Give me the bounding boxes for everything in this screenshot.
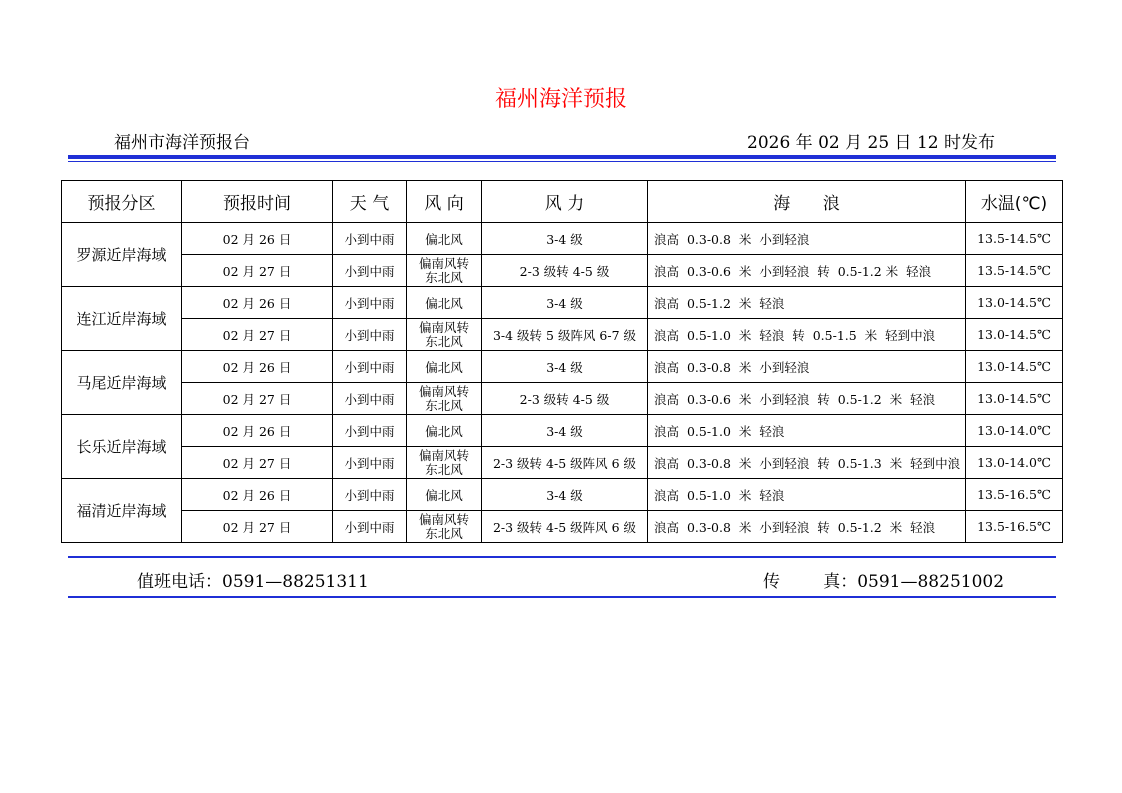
wave-cell: 浪高 0.3-0.6 米 小到轻浪 转 0.5-1.2 米 轻浪 bbox=[648, 255, 966, 287]
col-header-water-temp: 水温(℃) bbox=[966, 181, 1063, 223]
wind-direction-line: 偏北风 bbox=[425, 359, 463, 375]
water-temp-cell: 13.5-14.5℃ bbox=[966, 223, 1063, 255]
wave-cell: 浪高 0.3-0.8 米 小到轻浪 转 0.5-1.2 米 轻浪 bbox=[648, 511, 966, 543]
wind-direction-cell bbox=[407, 287, 482, 319]
region-name: 罗源近岸海域 bbox=[62, 223, 182, 287]
table-row bbox=[62, 479, 1063, 511]
weather-cell: 小到中雨 bbox=[333, 255, 407, 287]
weather-cell: 小到中雨 bbox=[333, 383, 407, 415]
wind-direction-line: 偏南风转 bbox=[418, 511, 469, 527]
water-temp-cell: 13.0-14.0℃ bbox=[966, 447, 1063, 479]
wind-direction-line: 偏南风转 bbox=[418, 447, 469, 463]
water-temp-cell: 13.5-14.5℃ bbox=[966, 255, 1063, 287]
col-header-weather: 天 气 bbox=[333, 181, 407, 223]
wind-force-cell: 2-3 级转 4-5 级 bbox=[482, 383, 648, 415]
table-row bbox=[62, 351, 1063, 383]
forecast-date: 02 月 26 日 bbox=[182, 223, 333, 255]
duty-phone: 值班电话：0591—88251311 bbox=[137, 572, 369, 592]
table-row bbox=[62, 287, 1063, 319]
wind-direction-line: 东北风 bbox=[425, 333, 463, 349]
wave-cell: 浪高 0.3-0.8 米 小到轻浪 bbox=[648, 223, 966, 255]
table-row bbox=[62, 255, 1063, 287]
header-rule-thick bbox=[68, 155, 1056, 159]
header-rule-thin bbox=[68, 161, 1056, 162]
table-row bbox=[62, 223, 1063, 255]
table-header-row bbox=[62, 181, 1063, 223]
wind-direction-line: 偏南风转 bbox=[418, 383, 469, 399]
wave-cell: 浪高 0.5-1.0 米 轻浪 转 0.5-1.5 米 轻到中浪 bbox=[648, 319, 966, 351]
table-row bbox=[62, 319, 1063, 351]
wind-force-cell: 3-4 级 bbox=[482, 351, 648, 383]
water-temp-cell: 13.0-14.5℃ bbox=[966, 383, 1063, 415]
weather-cell: 小到中雨 bbox=[333, 287, 407, 319]
table-row bbox=[62, 383, 1063, 415]
footer-rule-top bbox=[68, 556, 1056, 558]
wind-force-cell: 2-3 级转 4-5 级 bbox=[482, 255, 648, 287]
water-temp-cell: 13.0-14.0℃ bbox=[966, 415, 1063, 447]
col-header-region: 预报分区 bbox=[62, 181, 182, 223]
fax-number: 传 真：0591—88251002 bbox=[763, 572, 1005, 592]
col-header-wind-direction: 风 向 bbox=[407, 181, 482, 223]
table-row bbox=[62, 415, 1063, 447]
col-header-wind-force: 风 力 bbox=[482, 181, 648, 223]
weather-cell: 小到中雨 bbox=[333, 447, 407, 479]
wave-cell: 浪高 0.5-1.0 米 轻浪 bbox=[648, 415, 966, 447]
water-temp-cell: 13.0-14.5℃ bbox=[966, 319, 1063, 351]
wind-direction-cell bbox=[407, 479, 482, 511]
table-row bbox=[62, 447, 1063, 479]
wind-direction-line: 偏南风转 bbox=[418, 319, 469, 335]
region-name: 长乐近岸海域 bbox=[62, 415, 182, 479]
forecast-date: 02 月 27 日 bbox=[182, 447, 333, 479]
forecast-table-body bbox=[62, 223, 1063, 543]
forecast-table bbox=[61, 180, 1063, 543]
forecast-date: 02 月 27 日 bbox=[182, 383, 333, 415]
wave-cell: 浪高 0.5-1.2 米 轻浪 bbox=[648, 287, 966, 319]
footer-rule-bottom bbox=[68, 596, 1056, 598]
wind-direction-cell bbox=[407, 383, 482, 415]
wind-direction-cell bbox=[407, 255, 482, 287]
issue-time: 2026 年 02 月 25 日 12 时发布 bbox=[747, 133, 995, 153]
weather-cell: 小到中雨 bbox=[333, 319, 407, 351]
wind-force-cell: 2-3 级转 4-5 级阵风 6 级 bbox=[482, 447, 648, 479]
table-row bbox=[62, 511, 1063, 543]
region-name: 连江近岸海域 bbox=[62, 287, 182, 351]
wind-force-cell: 3-4 级 bbox=[482, 479, 648, 511]
wind-direction-line: 偏北风 bbox=[425, 231, 463, 247]
wind-force-cell: 3-4 级 bbox=[482, 415, 648, 447]
wave-cell: 浪高 0.3-0.6 米 小到轻浪 转 0.5-1.2 米 轻浪 bbox=[648, 383, 966, 415]
wind-direction-line: 偏南风转 bbox=[418, 255, 469, 271]
wind-force-cell: 3-4 级转 5 级阵风 6-7 级 bbox=[482, 319, 648, 351]
forecast-date: 02 月 27 日 bbox=[182, 255, 333, 287]
weather-cell: 小到中雨 bbox=[333, 351, 407, 383]
wind-direction-line: 偏北风 bbox=[425, 295, 463, 311]
wind-direction-line: 偏北风 bbox=[425, 487, 463, 503]
water-temp-cell: 13.5-16.5℃ bbox=[966, 511, 1063, 543]
weather-cell: 小到中雨 bbox=[333, 511, 407, 543]
region-name: 福清近岸海域 bbox=[62, 479, 182, 543]
wind-direction-line: 东北风 bbox=[425, 461, 463, 477]
weather-cell: 小到中雨 bbox=[333, 479, 407, 511]
region-name: 马尾近岸海域 bbox=[62, 351, 182, 415]
water-temp-cell: 13.5-16.5℃ bbox=[966, 479, 1063, 511]
col-header-waves: 海 浪 bbox=[648, 181, 966, 223]
wind-direction-line: 东北风 bbox=[425, 525, 463, 541]
wind-direction-cell bbox=[407, 447, 482, 479]
page-title: 福州海洋预报 bbox=[494, 87, 627, 112]
wind-direction-cell bbox=[407, 511, 482, 543]
wind-direction-cell bbox=[407, 351, 482, 383]
col-header-time: 预报时间 bbox=[182, 181, 333, 223]
wind-direction-line: 东北风 bbox=[425, 269, 463, 285]
wind-force-cell: 2-3 级转 4-5 级阵风 6 级 bbox=[482, 511, 648, 543]
water-temp-cell: 13.0-14.5℃ bbox=[966, 351, 1063, 383]
wind-force-cell: 3-4 级 bbox=[482, 287, 648, 319]
wave-cell: 浪高 0.3-0.8 米 小到轻浪 bbox=[648, 351, 966, 383]
forecast-date: 02 月 27 日 bbox=[182, 319, 333, 351]
forecast-date: 02 月 27 日 bbox=[182, 511, 333, 543]
wind-direction-cell bbox=[407, 319, 482, 351]
wind-force-cell: 3-4 级 bbox=[482, 223, 648, 255]
forecast-date: 02 月 26 日 bbox=[182, 415, 333, 447]
forecast-date: 02 月 26 日 bbox=[182, 479, 333, 511]
weather-cell: 小到中雨 bbox=[333, 415, 407, 447]
issuing-organization: 福州市海洋预报台 bbox=[114, 133, 250, 153]
forecast-date: 02 月 26 日 bbox=[182, 351, 333, 383]
water-temp-cell: 13.0-14.5℃ bbox=[966, 287, 1063, 319]
forecast-date: 02 月 26 日 bbox=[182, 287, 333, 319]
weather-cell: 小到中雨 bbox=[333, 223, 407, 255]
wind-direction-line: 东北风 bbox=[425, 397, 463, 413]
wind-direction-cell bbox=[407, 223, 482, 255]
wind-direction-cell bbox=[407, 415, 482, 447]
wave-cell: 浪高 0.3-0.8 米 小到轻浪 转 0.5-1.3 米 轻到中浪 bbox=[648, 447, 966, 479]
wind-direction-line: 偏北风 bbox=[425, 423, 463, 439]
wave-cell: 浪高 0.5-1.0 米 轻浪 bbox=[648, 479, 966, 511]
